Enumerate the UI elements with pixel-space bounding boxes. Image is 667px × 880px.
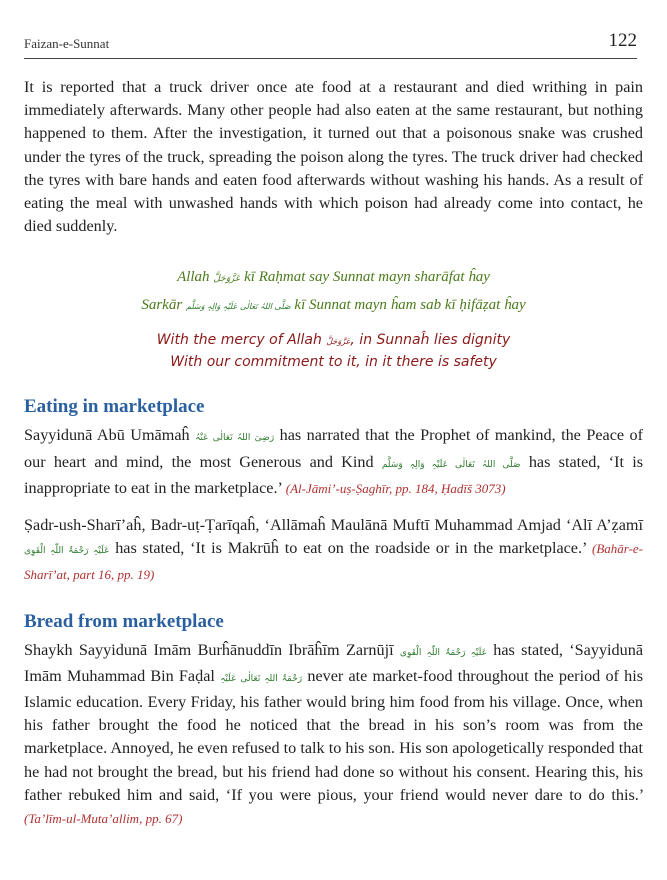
arabic-honorific: رَحْمَۃُ اللہِ تَعَالٰی عَلَیْہِ: [220, 673, 303, 684]
page-header: [24, 28, 637, 59]
book-title: Faizan-e-Sunnat: [24, 36, 110, 51]
poem-english-line-2: With our commitment to it, in it there is safety: [170, 354, 497, 371]
poem-english: [24, 330, 643, 372]
poem-urdu: [24, 264, 643, 320]
poem-text: With the mercy of Allah: [156, 332, 322, 349]
section1-paragraph-1: [24, 424, 643, 500]
text: Shaykh Sayyidunā Imām Burĥānuddīn Ibrāĥīm Zarnūjī: [24, 640, 394, 659]
section-heading: Eating in marketplace: [24, 396, 205, 418]
section1-paragraph-2: [24, 514, 643, 587]
page-body: [24, 76, 643, 830]
arabic-honorific: رَضِیَ اللہُ تَعَالٰی عَنْہُ: [195, 433, 275, 444]
page-number: 122: [608, 30, 637, 51]
poem-text: , in Sunnaĥ lies dignity: [350, 332, 511, 349]
text: Sayyidunā Abū Umāmaĥ: [24, 426, 190, 445]
text: Ṣadr-ush-Sharī’aĥ, Badr-uṭ-Ṭarīqaĥ, ‘Allāmaĥ Maulānā Muftī Muhammad Amjad ‘Alī A’ẓamī: [24, 516, 643, 535]
intro-paragraph: It is reported that a truck driver once ate food at a restaurant and died writhing in pain immediately afterwards. Many other people had also eaten at the same restaurant, but nothing happened to them. After the investigation, it turned out that a poisonous snake was crushed under the tyres of the truck, spreading the poison along the tyres. The truck driver had checked the tyres with bare hands and eaten food afterwards without washing his hands. As a result of eating the meal with unwashed hands with which poison had already come into contact, he died suddenly.: [24, 78, 643, 236]
poem-text: Allah: [177, 269, 210, 286]
arabic-honorific: عَلَیْہِ رَحْمَۃُ اللّٰہِ الْقَوِی: [24, 546, 110, 557]
citation: (Al-Jāmi’-uṣ-Ṣaghīr, pp. 184, Ḥadīš 3073): [285, 480, 506, 496]
arabic-honorific: عَزَّوَجَلَّ: [326, 337, 351, 347]
section2-paragraph: [24, 639, 643, 831]
section-heading: Bread from marketplace: [24, 610, 224, 632]
citation: (Ta’līm-ul-Muta’allim, pp. 67): [24, 811, 183, 827]
poem-text: kī Sunnat mayn ĥam sab kī ḥifāẓat ĥay: [294, 297, 526, 314]
arabic-honorific: عَلَیْہِ رَحْمَۃُ اللّٰہِ الْقَوِی: [399, 647, 487, 658]
poem-text: kī Raḥmat say Sunnat mayn sharāfat ĥay: [244, 269, 490, 286]
citation: (Bahār-e-Sharī’at, part 16, pp. 19): [24, 541, 643, 583]
text: never ate market-food throughout the period of his Islamic education. Every Friday, his father would bring him food from his village. Once, when his father brought the food he noticed that the bread in his son’s room was from the marketplace. Annoyed, he even refused to talk to his son. His son apologetically responded that he had not brought the bread, but his friend had done so without his consent. Hearing this, his father rebuked him and said, ‘If you were pious, your friend would never dare to do this.’: [24, 666, 644, 804]
text: has stated, ‘Sayyidunā Imām Muhammad Bin Faḍal: [24, 640, 643, 685]
poem-text: Sarkār: [141, 297, 183, 314]
arabic-honorific: صَلَّی اللہُ تَعَالٰی عَلَیْہِ وَالِہٖ وَسَلَّم: [381, 459, 521, 470]
arabic-honorific: صَلَّی اللہُ تَعَالٰی عَلَیْہِ وَالِہٖ وَسَلَّم: [185, 302, 291, 312]
text: has narrated that the Prophet of mankind, the Peace of our heart and mind, the most Generous and Kind: [24, 426, 644, 471]
poem-english-line-1: [24, 330, 643, 352]
arabic-honorific: عَزَّوَجَلَّ: [213, 274, 241, 285]
text: has stated, ‘It is inappropriate to eat in the marketplace.’: [24, 452, 643, 497]
text: has stated, ‘It is Makrūĥ to eat on the roadside or in the marketplace.’: [115, 539, 587, 558]
poem-urdu-line-1: [24, 264, 643, 292]
poem-urdu-line-2: [24, 292, 643, 320]
